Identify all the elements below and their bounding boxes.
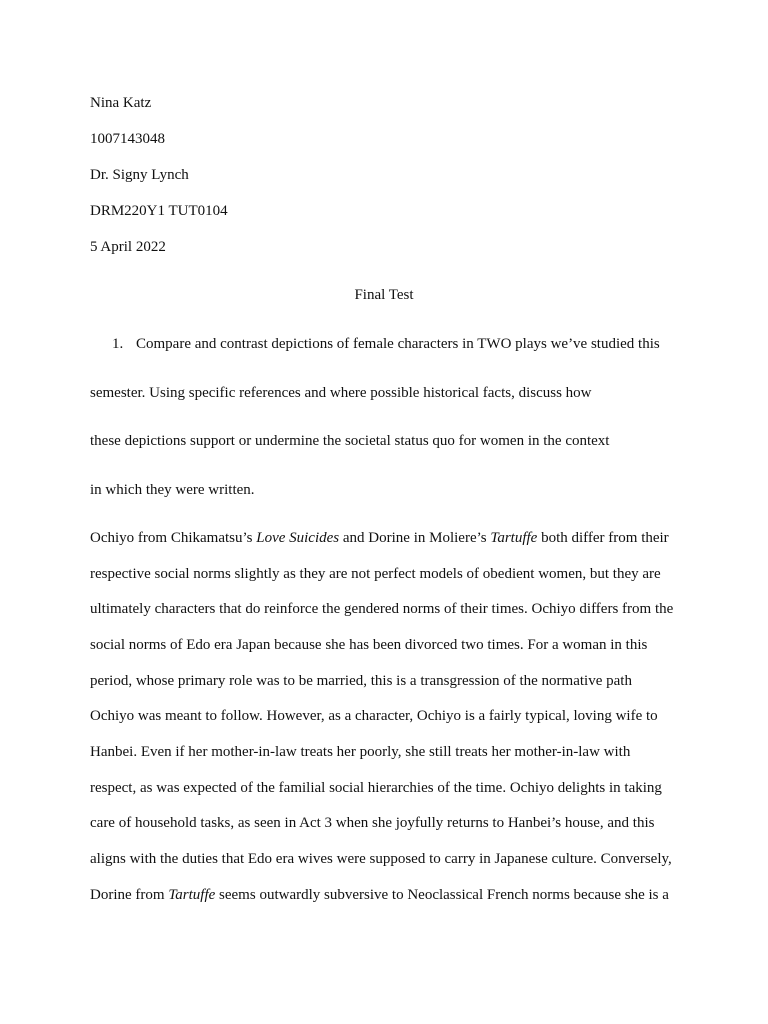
course-code: DRM220Y1 TUT0104 xyxy=(90,203,228,219)
page-title: Final Test xyxy=(354,287,414,303)
body-line-11-c: seems outwardly subversive to Neoclassical French norms because she is a xyxy=(215,887,669,903)
question-line-3: these depictions support or undermine the societal status quo for women in the context xyxy=(90,433,610,449)
play-title-love-suicides: Love Suicides xyxy=(256,530,340,546)
body-line-10: aligns with the duties that Edo era wives were supposed to carry in Japanese culture. Conversely, xyxy=(90,851,672,867)
body-line-1-e: both differ from their xyxy=(537,530,669,546)
body-line-1 xyxy=(90,529,669,547)
body-line-1-a: Ochiyo from Chikamatsu’s xyxy=(90,530,257,546)
body-line-11-a: Dorine from xyxy=(90,887,169,903)
submission-date: 5 April 2022 xyxy=(90,239,166,255)
author-name: Nina Katz xyxy=(90,95,152,111)
professor-name: Dr. Signy Lynch xyxy=(90,167,189,183)
body-line-4: social norms of Edo era Japan because she has been divorced two times. For a woman in this xyxy=(90,637,648,653)
play-title-tartuffe: Tartuffe xyxy=(490,530,538,546)
body-line-1-c: and Dorine in Moliere’s xyxy=(339,530,491,546)
body-line-6: Ochiyo was meant to follow. However, as a character, Ochiyo is a fairly typical, loving wife to xyxy=(90,708,658,724)
question-line-1: Compare and contrast depictions of female characters in TWO plays we’ve studied this xyxy=(136,336,660,352)
body-line-7: Hanbei. Even if her mother-in-law treats her poorly, she still treats her mother-in-law with xyxy=(90,744,631,760)
body-line-2: respective social norms slightly as they are not perfect models of obedient women, but they are xyxy=(90,566,661,582)
question-number: 1. xyxy=(112,336,124,352)
body-line-11 xyxy=(90,886,669,904)
play-title-tartuffe-2: Tartuffe xyxy=(168,887,216,903)
body-line-8: respect, as was expected of the familial social hierarchies of the time. Ochiyo delights in taking xyxy=(90,780,662,796)
question-line-2: semester. Using specific references and where possible historical facts, discuss how xyxy=(90,385,592,401)
student-id: 1007143048 xyxy=(90,131,165,147)
question-line-4: in which they were written. xyxy=(90,482,255,498)
body-line-9: care of household tasks, as seen in Act 3 when she joyfully returns to Hanbei’s house, and this xyxy=(90,815,655,831)
body-line-5: period, whose primary role was to be married, this is a transgression of the normative path xyxy=(90,673,632,689)
body-line-3: ultimately characters that do reinforce the gendered norms of their times. Ochiyo differs from the xyxy=(90,601,674,617)
